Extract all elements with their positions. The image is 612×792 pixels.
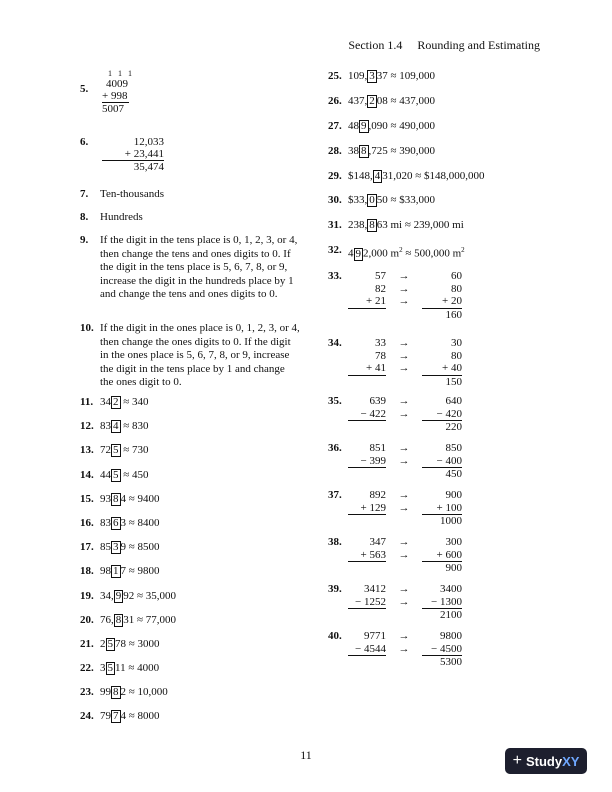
brand-name <box>526 754 579 769</box>
problem-number: 35. <box>328 395 342 408</box>
empty-cell <box>348 421 386 434</box>
estimate-table <box>348 270 462 321</box>
rounded-value: − 420 <box>422 408 462 421</box>
rounding-digit-box: 3 <box>113 541 119 554</box>
problem-number: 38. <box>328 536 342 549</box>
arrow-icon: → <box>398 337 410 350</box>
empty-cell <box>386 609 422 622</box>
rounded-value: 30 <box>451 337 462 350</box>
value-suffix: 92 ≈ 35,000 <box>123 589 177 602</box>
rounding-digit-box: 8 <box>369 219 375 232</box>
value-prefix: 437, <box>348 94 368 107</box>
value-prefix: $33, <box>348 194 368 207</box>
brand-accent: XY <box>562 753 580 769</box>
empty-cell <box>348 468 386 481</box>
value-prefix: 83 <box>100 420 111 433</box>
original-value: 57 <box>375 270 386 283</box>
answer-text: If the digit in the ones place is 0, 1, 2, 3, or 4, then change the ones digits to 0. If the digit in the ones place is 5, 6, 7, 8, or 9, increase the digit in the tens place by 1 and change the ones digit to 0. <box>100 322 300 388</box>
rounded-value: − 1300 <box>422 596 462 609</box>
problem-number: 8. <box>80 211 89 223</box>
rounding-digit-box: 0 <box>369 194 375 207</box>
problem-7 <box>80 188 300 211</box>
value-prefix: 99 <box>100 686 111 699</box>
value-suffix: 08 ≈ 437,000 <box>376 94 436 107</box>
empty-cell <box>348 375 386 388</box>
problem-number: 36. <box>328 442 342 455</box>
value-prefix: 3 <box>100 662 106 675</box>
estimate-result: 2100 <box>440 609 462 622</box>
empty-cell <box>348 609 386 622</box>
rounded-value: − 4500 <box>422 643 462 656</box>
original-value: − 422 <box>348 408 386 421</box>
problem-number: 17. <box>80 541 94 554</box>
page-header <box>348 38 540 53</box>
arrow-icon: → <box>398 295 410 308</box>
problem-number: 12. <box>80 420 94 433</box>
rounding-digit-box: 5 <box>107 662 113 675</box>
brand-text: Study <box>525 753 563 769</box>
problem-18 <box>80 565 300 589</box>
problem-22 <box>80 662 300 686</box>
problem-24 <box>80 710 300 734</box>
estimate-table <box>348 583 462 622</box>
rounded-value: − 400 <box>422 455 462 468</box>
estimate-table <box>348 395 462 434</box>
original-value: − 399 <box>348 455 386 468</box>
estimate-table <box>348 489 462 528</box>
problem-6 <box>80 136 300 188</box>
problem-number: 28. <box>328 144 342 157</box>
problem-number: 5. <box>80 83 89 95</box>
value-prefix: 38 <box>348 144 359 157</box>
rounded-value: + 100 <box>422 502 462 515</box>
problem-number: 39. <box>328 583 342 596</box>
original-value: 639 <box>369 395 386 408</box>
problem-number: 27. <box>328 119 342 132</box>
problem-number: 30. <box>328 194 342 207</box>
value-suffix: 31 ≈ 77,000 <box>123 613 177 626</box>
left-column <box>80 70 300 735</box>
rounding-digit-box: 5 <box>107 637 113 650</box>
rounded-value: 900 <box>445 489 462 502</box>
original-value: + 563 <box>348 549 386 562</box>
estimate-table <box>348 337 462 388</box>
value-prefix: 72 <box>100 444 111 457</box>
problem-number: 10. <box>80 322 94 334</box>
section-title: Rounding and Estimating <box>417 38 540 52</box>
estimate-result: 220 <box>445 421 462 434</box>
addend: + 998 <box>102 90 128 102</box>
rounding-digit-box: 5 <box>113 468 119 481</box>
problem-36 <box>328 442 548 489</box>
exponent: 2 <box>461 246 465 255</box>
problem-16 <box>80 517 300 541</box>
empty-cell <box>386 375 422 388</box>
rounding-digit-box: 7 <box>113 710 119 723</box>
rounded-value: 3400 <box>440 583 462 596</box>
original-value: − 1252 <box>348 596 386 609</box>
problem-37 <box>328 489 548 536</box>
value-prefix: 48 <box>348 119 359 132</box>
problem-33 <box>328 270 548 337</box>
estimate-table <box>348 536 462 575</box>
original-value: + 41 <box>348 362 386 375</box>
empty-cell <box>348 308 386 321</box>
empty-cell <box>348 562 386 575</box>
problem-number: 25. <box>328 70 342 82</box>
problem-31 <box>328 219 548 244</box>
rounded-value: 60 <box>451 270 462 283</box>
problem-17 <box>80 541 300 565</box>
value-suffix: 11 ≈ 4000 <box>115 662 160 675</box>
value-prefix: 34, <box>100 589 114 602</box>
problem-number: 21. <box>80 637 94 650</box>
value-prefix: 109, <box>348 70 368 82</box>
studyxy-badge[interactable] <box>505 748 587 774</box>
problem-32 <box>328 244 548 270</box>
addend: 4009 <box>106 78 128 90</box>
problem-number: 31. <box>328 219 342 232</box>
empty-cell <box>348 656 386 669</box>
answer-text: Hundreds <box>100 211 143 223</box>
value-prefix: 79 <box>100 710 111 723</box>
problem-14 <box>80 469 300 493</box>
value-prefix: 34 <box>100 396 111 408</box>
addend: + 23,441 <box>102 148 164 161</box>
value-suffix: 9 ≈ 8500 <box>120 541 160 554</box>
problem-11 <box>80 396 300 420</box>
page-number: 11 <box>300 748 312 762</box>
problem-29 <box>328 170 548 195</box>
value-suffix: 2 ≈ 10,000 <box>120 686 168 699</box>
original-value: 78 <box>375 349 386 362</box>
problem-5 <box>80 70 300 126</box>
value-prefix: 83 <box>100 516 111 529</box>
problem-35 <box>328 395 548 442</box>
value-prefix: 238, <box>348 219 368 232</box>
problem-number: 33. <box>328 270 342 283</box>
problem-21 <box>80 638 300 662</box>
estimate-result: 160 <box>445 308 462 321</box>
problem-39 <box>328 583 548 630</box>
rounding-digit-box: 3 <box>369 70 375 82</box>
empty-cell <box>386 656 422 669</box>
problem-number: 32. <box>328 244 342 257</box>
plus-icon: + <box>512 752 522 769</box>
empty-cell <box>386 308 422 321</box>
problem-number: 23. <box>80 686 94 699</box>
original-value: + 129 <box>348 502 386 515</box>
original-value: + 21 <box>348 295 386 308</box>
right-column <box>328 70 548 677</box>
problem-30 <box>328 194 548 219</box>
problem-8 <box>80 211 300 234</box>
original-value: 851 <box>369 442 386 455</box>
rounding-digit-box: 9 <box>361 119 367 132</box>
value-prefix: 85 <box>100 541 111 554</box>
problem-15 <box>80 493 300 517</box>
problem-34 <box>328 337 548 395</box>
value-suffix: ≈ 340 <box>120 396 149 408</box>
rounding-digit-box: 8 <box>115 613 122 626</box>
original-value: 33 <box>375 337 386 350</box>
value-suffix: ,725 ≈ 390,000 <box>368 144 436 157</box>
problem-number: 40. <box>328 630 342 643</box>
arrow-icon: → <box>398 395 410 408</box>
rounding-digit-box: 9 <box>115 589 122 602</box>
addend: 12,033 <box>133 136 164 148</box>
problem-12 <box>80 420 300 444</box>
problem-20 <box>80 614 300 638</box>
value-suffix: ≈ 500,000 m <box>402 247 462 260</box>
rounding-digit-box: 1 <box>113 565 119 578</box>
rounding-digit-box: 4 <box>113 420 119 433</box>
value-suffix: ≈ 730 <box>120 444 149 457</box>
rounded-value: 80 <box>451 349 462 362</box>
problem-13 <box>80 444 300 468</box>
arrow-icon: → <box>398 442 410 455</box>
value-suffix: 4 ≈ 8000 <box>120 710 160 723</box>
estimate-result: 5300 <box>440 656 462 669</box>
rounding-digit-box: 8 <box>113 686 119 699</box>
problem-25 <box>328 70 548 95</box>
arrow-icon: → <box>398 595 410 608</box>
original-value: 82 <box>375 282 386 295</box>
problem-9 <box>80 234 300 322</box>
value-prefix: 76, <box>100 613 114 626</box>
problem-number: 37. <box>328 489 342 502</box>
rounded-value: 80 <box>451 282 462 295</box>
problem-number: 7. <box>80 188 89 200</box>
problem-23 <box>80 686 300 710</box>
rounding-digit-box: 2 <box>369 94 375 107</box>
arrow-icon: → <box>398 282 410 295</box>
arrow-icon: → <box>398 583 410 596</box>
estimate-result: 150 <box>445 375 462 388</box>
estimate-table <box>348 630 462 669</box>
sum: 35,474 <box>133 161 164 173</box>
value-suffix: ,090 ≈ 490,000 <box>368 119 436 132</box>
value-suffix: 50 ≈ $33,000 <box>376 194 436 207</box>
arrow-icon: → <box>398 362 410 375</box>
answer-text: Ten-thousands <box>100 188 164 200</box>
problem-number: 9. <box>80 234 89 246</box>
answer-text: If the digit in the tens place is 0, 1, 2, 3, or 4, then change the tens and ones digits to 0. If the digit in the tens place is 5, 6, 7, 8, or 9, increase the digit in the hundreds place by 1 and change the tens and ones digits to 0. <box>100 234 298 300</box>
rounded-value: 300 <box>445 536 462 549</box>
problem-number: 15. <box>80 492 94 505</box>
problem-26 <box>328 95 548 120</box>
rounded-value: 850 <box>445 442 462 455</box>
value-suffix: 4 ≈ 9400 <box>120 492 160 505</box>
problem-number: 34. <box>328 337 342 350</box>
problem-38 <box>328 536 548 583</box>
value-prefix: 98 <box>100 565 111 578</box>
estimate-result: 900 <box>445 562 462 575</box>
carry-digits: 1 1 1 <box>108 69 134 78</box>
value-prefix: 44 <box>100 468 111 481</box>
rounded-value: + 600 <box>422 549 462 562</box>
empty-cell <box>386 515 422 528</box>
value-suffix: 3 ≈ 8400 <box>120 516 160 529</box>
problem-number: 22. <box>80 662 94 675</box>
rounding-digit-box: 5 <box>113 444 119 457</box>
arrow-icon: → <box>398 270 410 283</box>
rounding-digit-box: 4 <box>374 169 381 182</box>
problem-number: 24. <box>80 710 94 723</box>
problem-19 <box>80 590 300 614</box>
problem-28 <box>328 145 548 170</box>
problem-number: 13. <box>80 444 94 457</box>
rounding-digit-box: 6 <box>113 516 119 529</box>
value-suffix: ≈ 450 <box>120 468 149 481</box>
estimate-result: 1000 <box>440 515 462 528</box>
arrow-icon: → <box>398 630 410 643</box>
estimation-problems <box>328 270 548 677</box>
value-prefix: 2 <box>100 637 106 650</box>
empty-cell <box>386 421 422 434</box>
arrow-icon: → <box>398 349 410 362</box>
rounded-value: 640 <box>445 395 462 408</box>
problem-number: 18. <box>80 565 94 578</box>
value-suffix: 37 ≈ 109,000 <box>376 70 436 82</box>
value-prefix: $148, <box>348 169 373 182</box>
problem-number: 11. <box>80 396 94 408</box>
arrow-icon: → <box>398 501 410 514</box>
estimate-result: 450 <box>445 468 462 481</box>
problem-27 <box>328 120 548 145</box>
problem-number: 19. <box>80 589 94 602</box>
arrow-icon: → <box>398 536 410 549</box>
problem-number: 20. <box>80 613 94 626</box>
value-suffix: ≈ 830 <box>120 420 149 433</box>
original-value: 892 <box>369 489 386 502</box>
empty-cell <box>386 562 422 575</box>
estimate-table <box>348 442 462 481</box>
arrow-icon: → <box>398 548 410 561</box>
original-value: − 4544 <box>348 643 386 656</box>
rounded-value: 9800 <box>440 630 462 643</box>
empty-cell <box>348 515 386 528</box>
rounded-value: + 20 <box>422 295 462 308</box>
problem-10 <box>80 322 300 396</box>
problem-number: 26. <box>328 94 342 107</box>
original-value: 9771 <box>364 630 386 643</box>
arrow-icon: → <box>398 454 410 467</box>
value-suffix: 31,020 ≈ $148,000,000 <box>382 169 485 182</box>
arrow-icon: → <box>398 489 410 502</box>
arrow-icon: → <box>398 642 410 655</box>
problem-number: 6. <box>80 136 89 148</box>
rounding-digit-box: 2 <box>113 396 119 408</box>
problem-40 <box>328 630 548 677</box>
problem-number: 29. <box>328 169 342 182</box>
value-suffix: 7 ≈ 9800 <box>120 565 160 578</box>
problem-number: 16. <box>80 516 94 529</box>
rounding-digit-box: 9 <box>355 247 361 260</box>
section-label: Section 1.4 <box>348 38 403 52</box>
original-value: 347 <box>369 536 386 549</box>
rounding-digit-box: 8 <box>113 492 119 505</box>
value-suffix: 78 ≈ 3000 <box>115 637 160 650</box>
rounding-digit-box: 8 <box>361 144 367 157</box>
arrow-icon: → <box>398 407 410 420</box>
exponent: 2 <box>399 246 403 255</box>
sum: 5007 <box>102 103 124 115</box>
value-suffix: 2,000 m <box>363 247 400 260</box>
rounded-value: + 40 <box>422 362 462 375</box>
original-value: 3412 <box>364 583 386 596</box>
problem-number: 14. <box>80 468 94 481</box>
value-suffix: 63 mi ≈ 239,000 mi <box>376 219 464 232</box>
value-prefix: 4 <box>348 247 354 260</box>
value-prefix: 93 <box>100 492 111 505</box>
empty-cell <box>386 468 422 481</box>
